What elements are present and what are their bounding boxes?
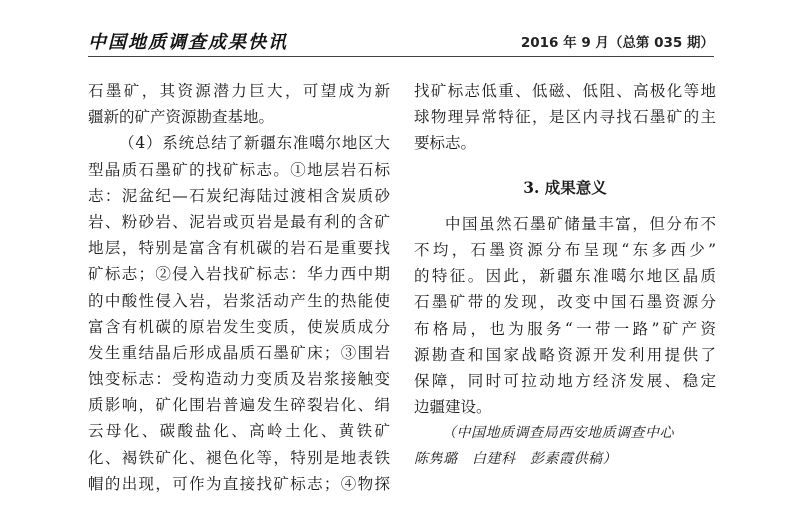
paragraph-line: 蚀变标志：受构造动力变质及岩浆接触变 <box>88 370 390 389</box>
paragraph-line: 帽的出现，可作为直接找矿标志；④物探 <box>88 474 390 493</box>
paragraph-line: 型晶质石墨矿的找矿标志。①地层岩石标 <box>88 160 390 179</box>
paragraph-line: 球物理异常特征，是区内寻找石墨矿的主 <box>414 108 716 127</box>
left-column <box>88 78 390 497</box>
paragraph-line: 布格局，也为服务“一带一路”矿产资 <box>414 319 716 338</box>
paragraph-line: 石墨矿，其资源潜力巨大，可望成为新 <box>88 82 390 100</box>
paragraph-line: 岩、粉砂岩、泥岩或页岩是最有利的含矿 <box>88 212 390 231</box>
paragraph-line: 志：泥盆纪—石炭纪海陆过渡相含炭质砂 <box>88 186 390 205</box>
paragraph-line: （4）系统总结了新疆东准噶尔地区大 <box>119 134 390 153</box>
paragraph-line: 的中酸性侵入岩，岩浆活动产生的热能使 <box>88 291 390 310</box>
credit-line: （中国地质调查局西安地质调查中心 <box>442 425 674 442</box>
page-header <box>88 22 714 57</box>
paragraph-line: 发生重结晶后形成晶质石墨矿床；③围岩 <box>88 343 390 362</box>
paragraph-line: 石墨矿带的发现，改变中国石墨资源分 <box>414 293 716 312</box>
paragraph-line: 的特征。因此，新疆东准噶尔地区晶质 <box>414 267 716 286</box>
paragraph-line: 疆新的矿产资源勘查基地。 <box>88 108 275 127</box>
paragraph-line: 云母化、碳酸盐化、高岭土化、黄铁矿 <box>88 422 390 441</box>
paragraph-line: 化、褐铁矿化、褪色化等，特别是地表铁 <box>88 448 390 467</box>
paragraph-line: 源勘查和国家战略资源开发利用提供了 <box>414 345 716 364</box>
paragraph-line: 质影响，矿化围岩普遍发生碎裂岩化、绢 <box>88 396 390 415</box>
credit-line: 陈隽璐 白建科 彭素霞供稿） <box>414 451 617 468</box>
paragraph-line: 要标志。 <box>414 134 477 153</box>
paragraph-line: 边疆建设。 <box>414 398 492 417</box>
right-column <box>414 78 716 473</box>
publication-title: 中国地质调查成果快讯 <box>88 32 288 53</box>
paragraph-line: 地层，特别是富含有机碳的岩石是重要找 <box>88 239 390 258</box>
paragraph-line: 中国虽然石墨矿储量丰富，但分布不 <box>445 214 716 233</box>
section-heading: 3. 成果意义 <box>523 177 607 197</box>
paragraph-line: 富含有机碳的原岩发生变质，使炭质成分 <box>88 317 390 336</box>
paragraph-line: 不均，石墨资源分布呈现“东多西少” <box>414 240 716 259</box>
paragraph-line: 矿标志；②侵入岩找矿标志：华力西中期 <box>88 265 390 284</box>
paragraph-line: 找矿标志低重、低磁、低阻、高极化等地 <box>414 82 716 100</box>
issue-info: 2016 年 9 月（总第 035 期） <box>520 35 714 51</box>
paragraph-line: 保障，同时可拉动地方经济发展、稳定 <box>414 371 716 390</box>
